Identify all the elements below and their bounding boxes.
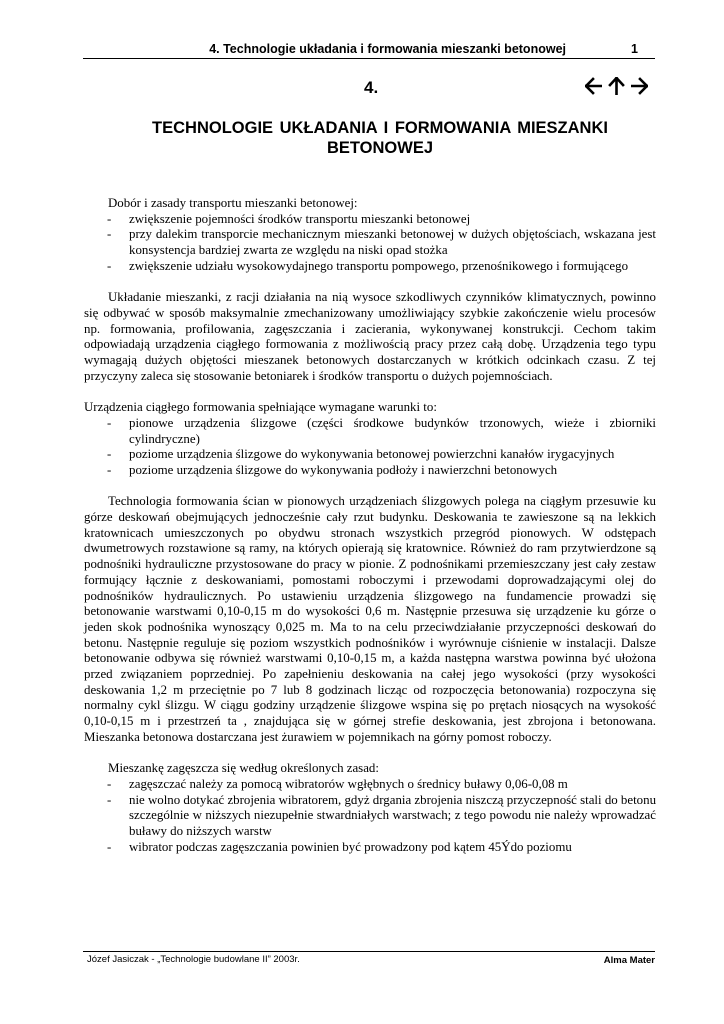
list-item: - zagęszczać należy za pomocą wibratorów wgłębnych o średnicy buławy 0,06-0,08 m (107, 776, 568, 791)
header-title: 4. Technologie układania i formowania mieszanki betonowej (209, 42, 566, 56)
list-item: - zwiększenie pojemności środków transportu mieszanki betonowej (107, 211, 471, 226)
arrow-right-icon[interactable] (631, 77, 648, 95)
page-number: 1 (631, 42, 638, 56)
section-intro: Dobór i zasady transportu mieszanki betonowej: (108, 196, 358, 210)
footer-author: Józef Jasiczak - „Technologie budowlane II” 2003r. (87, 954, 300, 965)
navigation-arrows (585, 77, 648, 95)
document-body (84, 196, 656, 855)
arrow-left-icon[interactable] (585, 77, 602, 95)
list-item: - pionowe urządzenia ślizgowe (części środkowe budynków trzonowych, wieże i zbiorniki cylindryczne) (107, 415, 656, 446)
section-intro: Urządzenia ciągłego formowania spełniające wymagane warunki to: (84, 400, 437, 415)
paragraph: Układanie mieszanki, z racji działania na nią wysoce szkodliwych czynników klimatycznych, powinno się odbywać w sposób maksymalnie zmechanizowany umożliwiający szybkie zakończenie wielu procesów np. formowania, profilowania, zagęszczania i zacierania, wykonywanej konstrukcji. Cechom takim odpowiadają urządzenia ciągłego formowania z możliwością pracy przez całą dobę. Urządzenia tego typu wymagają dużych objętości mieszanek betonowych dostarczanych w krótkich odcinkach czasu. Z tej przyczyny zaleca się stosowanie betoniarek i środków transportu o dużych pojemnościach. (84, 290, 656, 383)
page-header (83, 40, 655, 59)
paragraph: Technologia formowania ścian w pionowych urządzeniach ślizgowych polega na ciągłym przesuwie ku górze deskowań obejmujących jednocześnie cały rzut budynku. Deskowania te zawieszone są na lekkich kratownicach umieszczonych po obydwu stronach wszystkich przegród pionowych. W odstępach dwumetrowych rozstawione są ramy, na których opierają się kratownice. Również do ram przytwierdzone są podnośniki hydrauliczne przystosowane do pracy w pionie. Z podnośnikami przemieszczany jest cały zestaw formujący łącznie z deskowaniami, pomostami roboczymi i przewodami doprowadzającymi olej do podnośników hydraulicznych. Po ustawieniu urządzenia ślizgowego na fundamencie prowadzi się betonowanie warstwami 0,10-0,15 m do wysokości 0,6 m. Następnie przesuwa się urządzenie ku górze o jeden skok podnośnika wynoszący 0,025 m. Ma to na celu przeciwdziałanie przyczepności deskowań do betonu. Następnie reguluje się poziom wszystkich podnośników i wyrównuje ciśnienie w instalacji. Dalsze betonowanie odbywa się również warstwami 0,10-0,15 m, a każda następna warstwa powinna być ułożona przed związaniem poprzedniej. Po zapełnieniu deskowania na całej jego wysokości (przy wysokości deskowania 1,2 m przeciętnie po 7 lub 8 godzinach licząc od rozpoczęcia betonowania) rozpoczyna się normalny cykl ślizgu. W ciągu godziny urządzenie ślizgowe wspina się po prętach niosących na wysokość 0,10-0,15 m i przestrzeń ta , znajdująca się w górnej strefie deskowania, jest zbrojona i betonowana. Mieszanka betonowa dostarczana jest żurawiem w pojemnikach na górny pomost roboczy. (84, 494, 656, 744)
section-intro: Mieszankę zagęszcza się według określonych zasad: (108, 761, 379, 776)
chapter-title: TECHNOLOGIE UKŁADANIA I FORMOWANIA MIESZANKI BETONOWEJ (152, 119, 608, 157)
arrow-up-icon[interactable] (608, 77, 625, 95)
list-item: - zwiększenie udziału wysokowydajnego transportu pompowego, przenośnikowego i formującego (107, 258, 629, 273)
list-item: - przy dalekim transporcie mechanicznym mieszanki betonowej w dużych objętościach, wskazana jest konsystencja bardziej zwarta ze względu na niski opad stożka (107, 227, 656, 258)
chapter-number: 4. (364, 78, 379, 97)
list-item: - poziome urządzenia ślizgowe do wykonywania betonowej powierzchni kanałów irygacyjnych (107, 447, 615, 462)
footer-publisher: Alma Mater (603, 955, 655, 966)
list-item: - nie wolno dotykać zbrojenia wibratorem, gdyż drgania zbrojenia niszczą przyczepność stali do betonu szczególnie w niższych niezupełnie stwardniałych warstwach; z tego powodu nie należy wprowadzać buławy do niższych warstw (107, 792, 657, 839)
list-item: - wibrator podczas zagęszczania powinien być prowadzony pod kątem 45Ýdo poziomu (107, 839, 572, 854)
page-footer (83, 951, 655, 966)
list-item: - poziome urządzenia ślizgowe do wykonywania podłoży i nawierzchni betonowych (107, 462, 558, 477)
